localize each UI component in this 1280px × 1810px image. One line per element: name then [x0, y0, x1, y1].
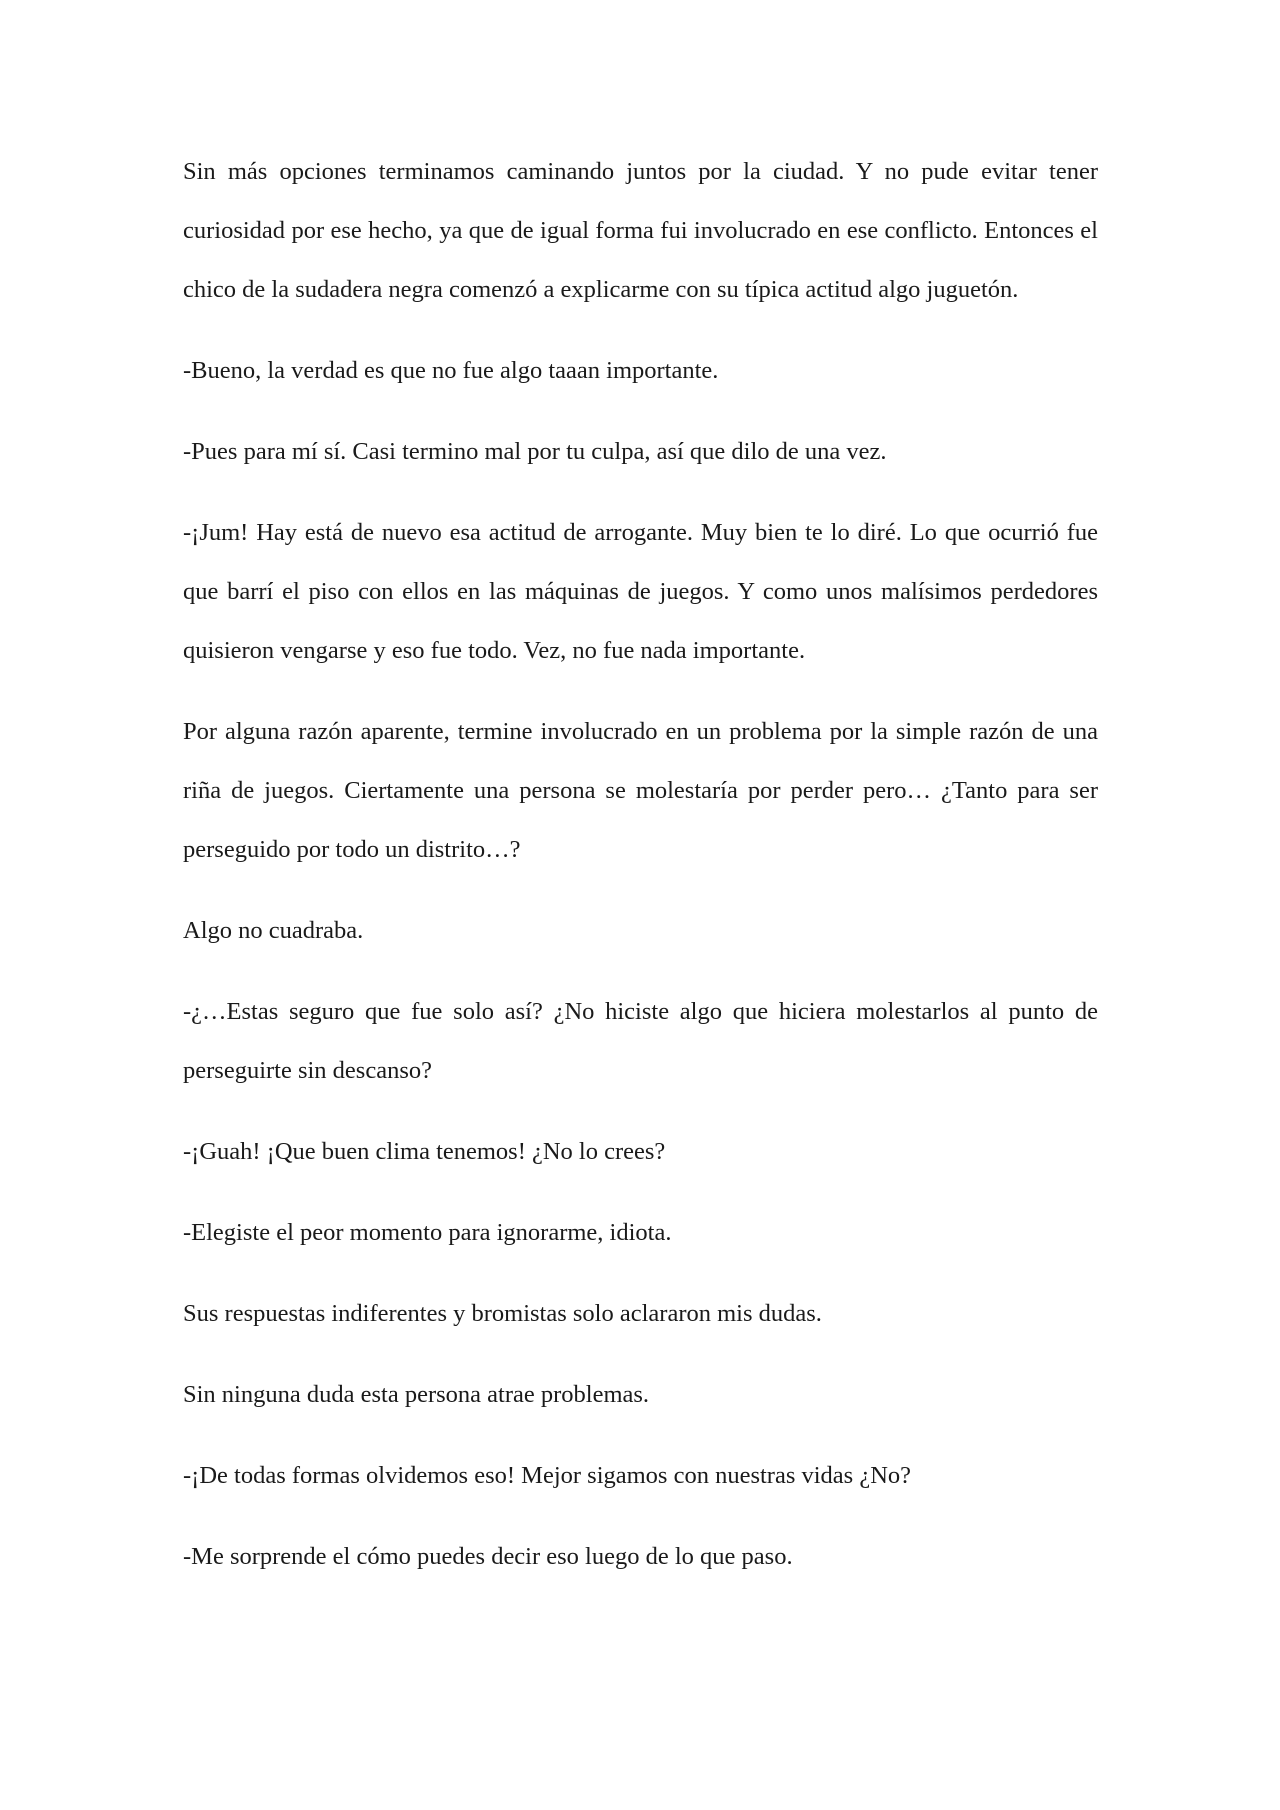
paragraph: -Elegiste el peor momento para ignorarme, idiota. — [183, 1219, 672, 1246]
paragraph: -¡De todas formas olvidemos eso! Mejor sigamos con nuestras vidas ¿No? — [183, 1462, 912, 1489]
paragraph: -¿…Estas seguro que fue solo así? ¿No hiciste algo que hiciera molestarlos al punto de perseguirte sin descanso? — [183, 998, 1098, 1084]
paragraph: Sin más opciones terminamos caminando juntos por la ciudad. Y no pude evitar tener curiosidad por ese hecho, ya que de igual forma fui involucrado en ese conflicto. Entonces el chico de la sudadera negra comenzó a explicarme con su típica actitud algo juguetón. — [183, 158, 1098, 303]
paragraph: -¡Jum! Hay está de nuevo esa actitud de arrogante. Muy bien te lo diré. Lo que ocurrió fue que barrí el piso con ellos en las máquinas de juegos. Y como unos malísimos perdedores quisieron vengarse y eso fue todo. Vez, no fue nada importante. — [183, 519, 1098, 664]
document-body — [183, 142, 1098, 1608]
paragraph: Sus respuestas indiferentes y bromistas solo aclararon mis dudas. — [183, 1300, 822, 1327]
paragraph: -¡Guah! ¡Que buen clima tenemos! ¿No lo crees? — [183, 1138, 666, 1165]
paragraph: -Bueno, la verdad es que no fue algo taaan importante. — [183, 357, 719, 384]
paragraph: Por alguna razón aparente, termine involucrado en un problema por la simple razón de una riña de juegos. Ciertamente una persona se molestaría por perder pero… ¿Tanto para ser perseguido por todo un distrito…? — [183, 718, 1098, 863]
paragraph: -Pues para mí sí. Casi termino mal por tu culpa, así que dilo de una vez. — [183, 438, 887, 465]
paragraph: -Me sorprende el cómo puedes decir eso luego de lo que paso. — [183, 1543, 793, 1570]
paragraph: Sin ninguna duda esta persona atrae problemas. — [183, 1381, 650, 1408]
paragraph: Algo no cuadraba. — [183, 917, 364, 944]
